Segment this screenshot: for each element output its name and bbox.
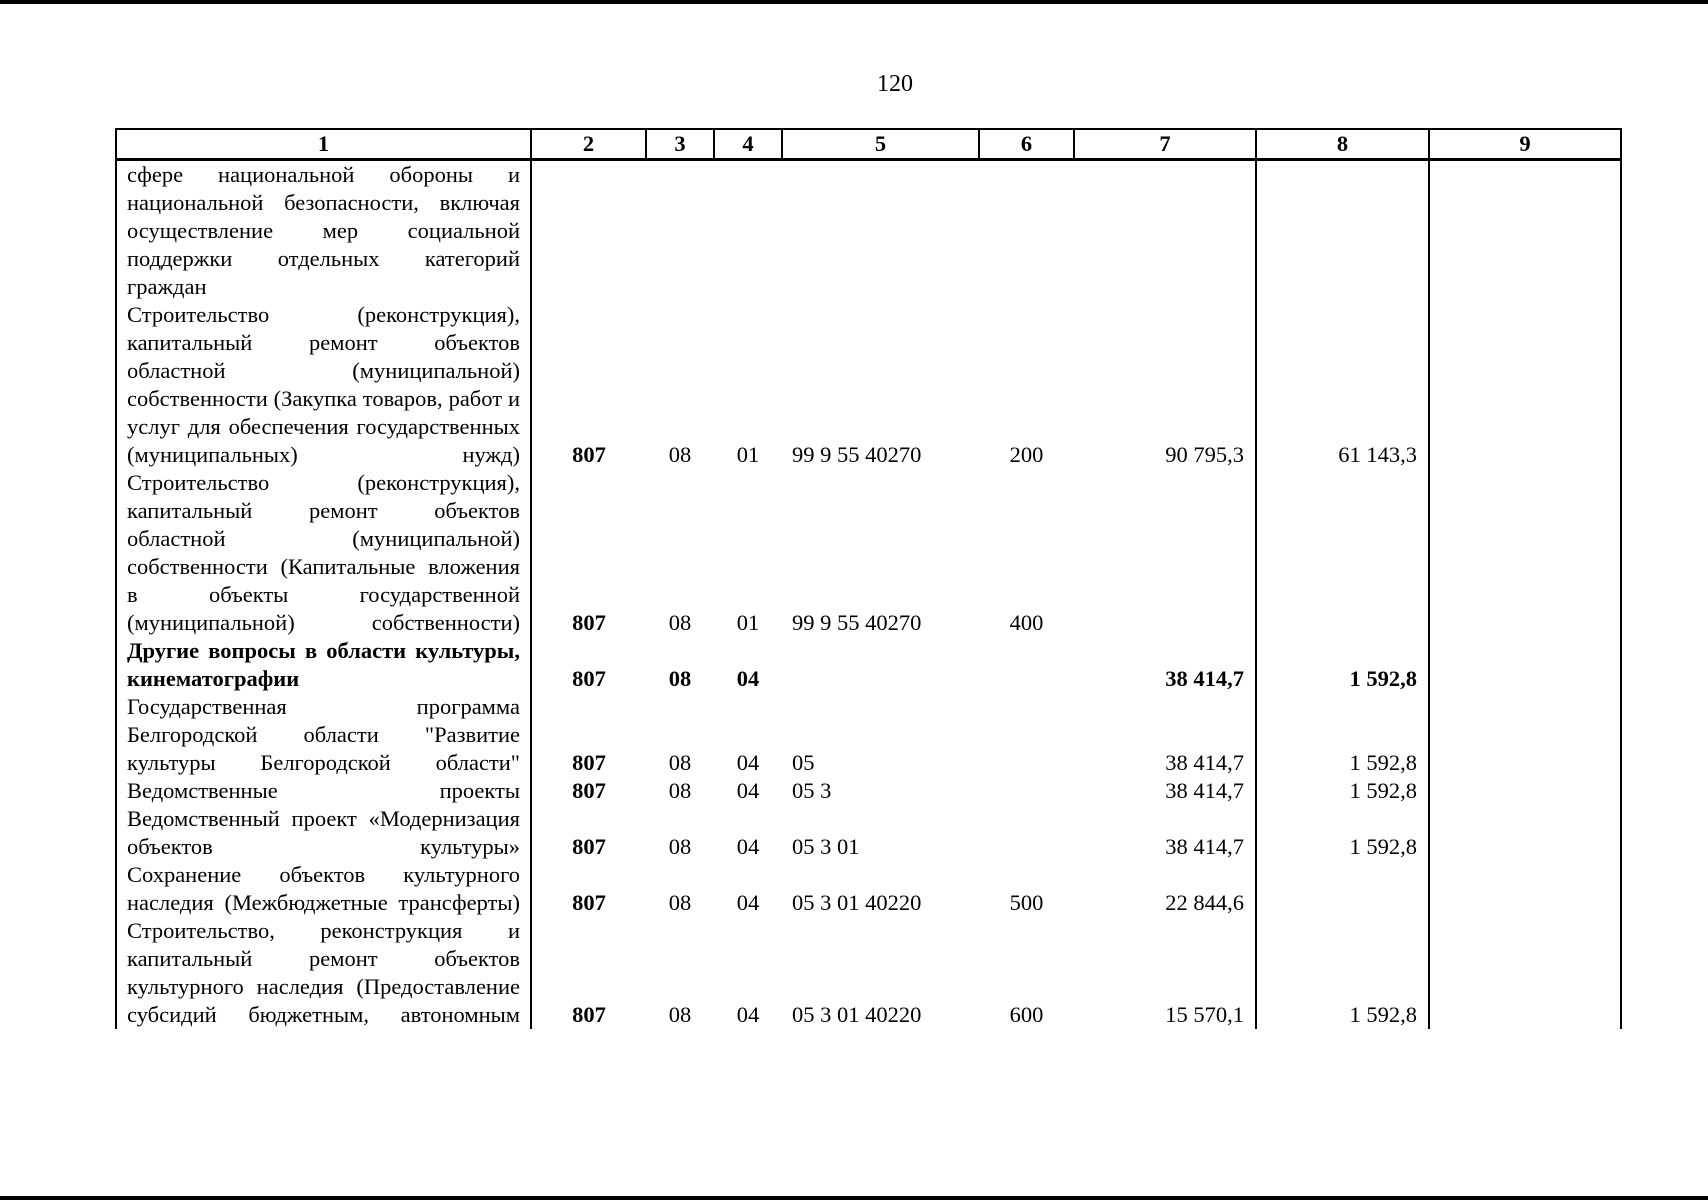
row-section-cell: 08: [668, 666, 692, 691]
table-row: [116, 469, 1621, 637]
row-target-article-cell: 99 9 55 40270: [792, 442, 922, 467]
row-subsection-cell: 04: [736, 834, 760, 859]
row-name-cell: Строительство (реконструкция), капитальный ремонт объектов областной (муниципальной) собственности (Закупка товаров, работ и услуг для обеспечения государственных (муниципальных) нужд): [116, 301, 531, 469]
row-subsection-cell: 04: [736, 778, 760, 803]
header-col-6: 6: [979, 129, 1074, 160]
row-section-cell: 08: [668, 1002, 692, 1027]
row-target-article-cell: 05 3 01: [792, 834, 860, 859]
row-subsection-cell: 04: [736, 1002, 760, 1027]
row-amount-col9-cell: [1429, 469, 1621, 637]
row-amount-col7-cell: 38 414,7: [1074, 805, 1256, 861]
row-name-cell: сфере национальной обороны и национальной безопасности, включая осуществление мер социальной поддержки отдельных категорий граждан: [116, 160, 531, 302]
table-row: [116, 301, 1621, 469]
row-expense-type-cell: 500: [1009, 890, 1044, 915]
table-row: [116, 805, 1621, 861]
row-amount-col8-cell: 1 592,8: [1256, 917, 1429, 1029]
row-expense-type-cell: 400: [1009, 610, 1044, 635]
header-col-2: 2: [531, 129, 646, 160]
row-amount-col9-cell: [1429, 637, 1621, 693]
row-code-cell: 807: [572, 1002, 606, 1027]
row-amount-col8-cell: 1 592,8: [1256, 805, 1429, 861]
row-amount-col9-cell: [1429, 693, 1621, 777]
row-expense-type-cell: [979, 637, 1074, 693]
table-row: [116, 861, 1621, 917]
row-name-cell: Строительство, реконструкция и капитальный ремонт объектов культурного наследия (Предоставление субсидий бюджетным, автономным: [116, 917, 531, 1029]
row-amount-col8-cell: 1 592,8: [1256, 777, 1429, 805]
row-code-cell: 807: [572, 890, 606, 915]
row-section-cell: 08: [668, 750, 692, 775]
row-expense-type-cell: [979, 160, 1074, 302]
row-subsection-cell: 01: [736, 610, 760, 635]
header-col-5: 5: [782, 129, 979, 160]
row-amount-col7-cell: 38 414,7: [1074, 693, 1256, 777]
row-expense-type-cell: 200: [1009, 442, 1044, 467]
row-target-article-cell: [782, 160, 979, 302]
row-amount-col8-cell: [1256, 160, 1429, 302]
row-amount-col7-cell: [1074, 469, 1256, 637]
row-code-cell: [531, 160, 646, 302]
row-target-article-cell: 05 3 01 40220: [792, 1002, 922, 1027]
row-target-article-cell: [782, 637, 979, 693]
header-col-8: 8: [1256, 129, 1429, 160]
row-section-cell: [646, 160, 714, 302]
row-amount-col7-cell: 22 844,6: [1074, 861, 1256, 917]
row-amount-col8-cell: [1256, 861, 1429, 917]
row-name-cell: Другие вопросы в области культуры, кинематографии: [116, 637, 531, 693]
table-row: [116, 160, 1621, 302]
row-amount-col7-cell: 38 414,7: [1074, 637, 1256, 693]
row-subsection-cell: 04: [736, 890, 760, 915]
row-section-cell: 08: [668, 890, 692, 915]
table-row: [116, 693, 1621, 777]
row-target-article-cell: 05 3: [792, 778, 832, 803]
row-code-cell: 807: [572, 666, 606, 691]
row-section-cell: 08: [668, 610, 692, 635]
row-expense-type-cell: [979, 693, 1074, 777]
budget-table: [115, 128, 1622, 1029]
header-row: [116, 129, 1621, 160]
scan-bottom-edge: [0, 1196, 1708, 1200]
row-subsection-cell: 01: [736, 442, 760, 467]
row-expense-type-cell: [979, 777, 1074, 805]
row-amount-col9-cell: [1429, 301, 1621, 469]
row-subsection-cell: 04: [736, 750, 760, 775]
table-row: [116, 777, 1621, 805]
row-amount-col8-cell: 61 143,3: [1256, 301, 1429, 469]
row-amount-col9-cell: [1429, 805, 1621, 861]
row-amount-col8-cell: [1256, 469, 1429, 637]
table-row: [116, 637, 1621, 693]
row-code-cell: 807: [572, 834, 606, 859]
row-name-cell: Сохранение объектов культурного наследия (Межбюджетные трансферты): [116, 861, 531, 917]
row-expense-type-cell: [979, 805, 1074, 861]
row-expense-type-cell: 600: [1009, 1002, 1044, 1027]
header-col-9: 9: [1429, 129, 1621, 160]
row-amount-col8-cell: 1 592,8: [1256, 693, 1429, 777]
row-amount-col9-cell: [1429, 777, 1621, 805]
row-code-cell: 807: [572, 778, 606, 803]
row-amount-col9-cell: [1429, 917, 1621, 1029]
row-code-cell: 807: [572, 610, 606, 635]
row-amount-col9-cell: [1429, 861, 1621, 917]
row-amount-col7-cell: 15 570,1: [1074, 917, 1256, 1029]
header-col-7: 7: [1074, 129, 1256, 160]
row-amount-col7-cell: 38 414,7: [1074, 777, 1256, 805]
row-amount-col9-cell: [1429, 160, 1621, 302]
row-amount-col7-cell: 90 795,3: [1074, 301, 1256, 469]
row-amount-col8-cell: 1 592,8: [1256, 637, 1429, 693]
table-body: [116, 160, 1621, 1030]
header-col-4: 4: [714, 129, 782, 160]
row-subsection-cell: [714, 160, 782, 302]
row-name-cell: Ведомственные проекты: [116, 777, 531, 805]
header-col-3: 3: [646, 129, 714, 160]
row-name-cell: Строительство (реконструкция), капитальный ремонт объектов областной (муниципальной) собственности (Капитальные вложения в объекты государственной (муниципальной) собственности): [116, 469, 531, 637]
row-target-article-cell: 05: [792, 750, 815, 775]
row-name-cell: Государственная программа Белгородской области "Развитие культуры Белгородской области": [116, 693, 531, 777]
header-col-1: 1: [116, 129, 531, 160]
row-code-cell: 807: [572, 750, 606, 775]
scan-top-edge: [0, 0, 1708, 4]
row-target-article-cell: 99 9 55 40270: [792, 610, 922, 635]
row-subsection-cell: 04: [736, 666, 760, 691]
table-row: [116, 917, 1621, 1029]
row-amount-col7-cell: [1074, 160, 1256, 302]
row-name-cell: Ведомственный проект «Модернизация объектов культуры»: [116, 805, 531, 861]
row-target-article-cell: 05 3 01 40220: [792, 890, 922, 915]
row-section-cell: 08: [668, 778, 692, 803]
row-section-cell: 08: [668, 442, 692, 467]
page-number: 120: [877, 71, 913, 97]
row-code-cell: 807: [572, 442, 606, 467]
row-section-cell: 08: [668, 834, 692, 859]
